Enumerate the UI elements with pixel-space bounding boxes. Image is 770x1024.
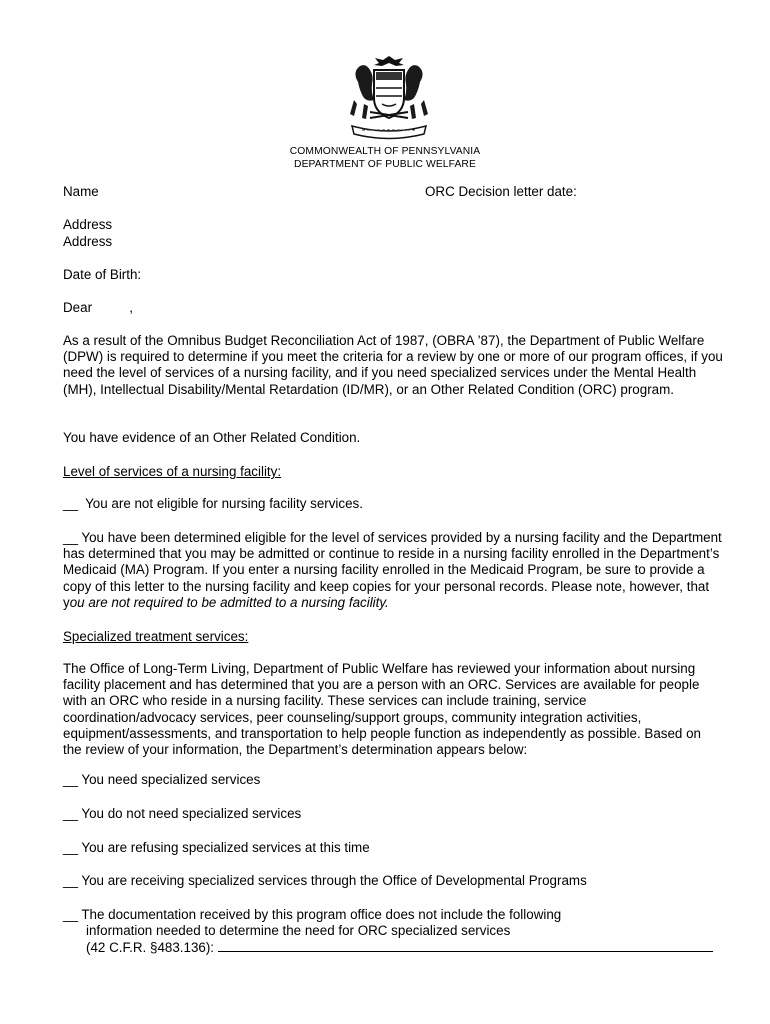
cfr-blank-line (218, 940, 713, 952)
specialized-heading: Specialized treatment services: (63, 629, 249, 644)
date-of-birth-label: Date of Birth: (63, 267, 142, 282)
cfr-citation: (42 C.F.R. §483.136): (86, 940, 215, 955)
header-department: DEPARTMENT OF PUBLIC WELFARE (294, 159, 476, 170)
option-refusing-specialized: __ You are refusing specialized services at this time (63, 840, 370, 855)
header-commonwealth: COMMONWEALTH OF PENNSYLVANIA (289, 146, 481, 157)
option-eligible-text: __ You have been determined eligible for the level of services provided by a nursing facility and the Department has determined that you may be admitted or continue to reside in a nursing facility enrolled in the Department’s Medicaid (MA) Program. If you enter a nursing facility enrolled in the Medicaid Program, be sure to provide a copy of this letter to the nursing facility and keep copies for your personal records. Please note, however, that y (63, 530, 722, 610)
decision-date-label: ORC Decision letter date: (425, 184, 577, 199)
recipient-address-2: Address (63, 234, 113, 249)
pennsylvania-coat-of-arms-icon (340, 52, 438, 140)
option-not-need-specialized: __ You do not need specialized services (63, 806, 302, 821)
specialized-paragraph: The Office of Long-Term Living, Department of Public Welfare has reviewed your information about nursing facility placement and has determined that you are a person with an ORC. Services are available for people with an ORC who reside in a nursing facility. These services can include training, service coordination/advocacy services, peer counseling/support groups, community integration activities, equipment/assessments, and transportation to help people function as independently as possible. Based on the review of your information, the Department’s determination appears below: (63, 661, 701, 758)
option-receiving-specialized: __ You are receiving specialized services through the Office of Developmental Programs (63, 873, 587, 888)
option-eligible-italic: ou are not required to be admitted to a nursing facility. (69, 594, 389, 610)
salutation: Dear , (63, 300, 133, 315)
option-not-eligible: __ You are not eligible for nursing facility services. (63, 496, 363, 511)
option-documentation-line3 (63, 940, 770, 956)
option-need-specialized: __ You need specialized services (63, 772, 261, 787)
recipient-address-1: Address (63, 217, 113, 232)
option-documentation: __ The documentation received by this program office does not include the following (63, 907, 562, 922)
option-eligible (63, 530, 723, 611)
pennsylvania-seal (340, 52, 438, 140)
intro-paragraph: As a result of the Omnibus Budget Reconciliation Act of 1987, (OBRA ’87), the Department of Public Welfare (DPW) is required to determine if you meet the criteria for a review by one or more of our program offices, if you need the level of services of a nursing facility, and if you need specialized services under the Mental Health (MH), Intellectual Disability/Mental Retardation (ID/MR), or an Other Related Condition (ORC) program. (63, 333, 723, 397)
recipient-name: Name (63, 184, 99, 199)
evidence-statement: You have evidence of an Other Related Condition. (63, 430, 361, 445)
nursing-facility-heading: Level of services of a nursing facility: (63, 464, 282, 479)
option-documentation-line2: information needed to determine the need for ORC specialized services (86, 923, 511, 938)
